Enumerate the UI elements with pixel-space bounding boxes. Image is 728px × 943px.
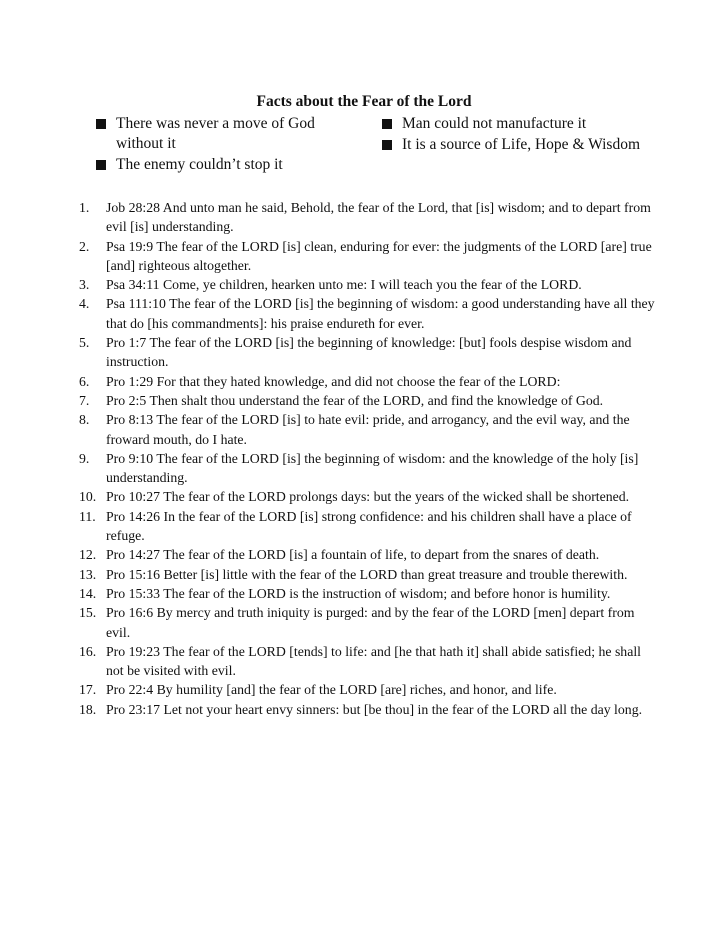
list-item	[79, 507, 659, 546]
item-text: Job 28:28 And unto man he said, Behold, the fear of the Lord, that [is] wisdom; and to depart from evil [is] understanding.	[106, 200, 651, 235]
list-item	[79, 198, 659, 237]
item-text: Pro 14:26 In the fear of the LORD [is] strong confidence: and his children shall have a place of refuge.	[106, 508, 632, 544]
item-number: 16.	[79, 643, 97, 659]
square-bullet-icon	[382, 119, 392, 129]
item-text: Pro 8:13 The fear of the LORD [is] to hate evil: pride, and arrogancy, and the evil way, and the froward mouth, do I hate.	[106, 412, 630, 447]
item-number: 1.	[79, 200, 90, 215]
item-number: 2.	[79, 238, 90, 254]
item-text: Psa 111:10 The fear of the LORD [is] the beginning of wisdom: a good understanding have all they that do [his commandments]: his praise endureth for ever.	[106, 296, 655, 331]
item-number: 11.	[79, 508, 96, 524]
list-item	[79, 237, 659, 276]
bullet-text: The enemy couldn’t stop it	[116, 156, 283, 173]
scripture-list	[79, 198, 659, 719]
item-text: Pro 1:29 For that they hated knowledge, and did not choose the fear of the LORD:	[106, 373, 561, 389]
bullet-item	[96, 114, 346, 154]
list-item	[79, 449, 659, 488]
list-item	[79, 642, 659, 681]
list-item	[79, 391, 659, 410]
list-item	[79, 333, 659, 372]
item-number: 9.	[79, 450, 90, 466]
item-number: 5.	[79, 335, 90, 351]
item-number: 18.	[79, 701, 97, 717]
list-item	[79, 294, 659, 333]
bullet-text: It is a source of Life, Hope & Wisdom	[402, 136, 640, 153]
item-number: 14.	[79, 585, 97, 601]
bullet-list-right	[382, 114, 652, 156]
list-item	[79, 700, 659, 719]
item-number: 17.	[79, 682, 97, 698]
item-number: 3.	[79, 277, 90, 293]
item-number: 13.	[79, 566, 97, 582]
list-item	[79, 565, 659, 584]
item-text: Pro 1:7 The fear of the LORD [is] the beginning of knowledge: [but] fools despise wisdom and instruction.	[106, 335, 632, 370]
item-text: Psa 19:9 The fear of the LORD [is] clean, enduring for ever: the judgments of the LORD [are] true [and] righteous altogether.	[106, 238, 652, 273]
bullet-item	[96, 155, 346, 175]
item-text: Pro 2:5 Then shalt thou understand the fear of the LORD, and find the knowledge of God.	[106, 392, 604, 408]
page-title: Facts about the Fear of the Lord	[256, 93, 472, 110]
item-text: Pro 16:6 By mercy and truth iniquity is purged: and by the fear of the LORD [men] depart from evil.	[106, 605, 635, 640]
square-bullet-icon	[96, 119, 106, 129]
square-bullet-icon	[96, 160, 106, 170]
bullet-item	[382, 135, 652, 155]
item-text: Pro 22:4 By humility [and] the fear of the LORD [are] riches, and honor, and life.	[106, 682, 557, 698]
list-item	[79, 584, 659, 603]
square-bullet-icon	[382, 140, 392, 150]
list-item	[79, 275, 659, 294]
item-number: 12.	[79, 547, 97, 563]
item-text: Pro 19:23 The fear of the LORD [tends] to life: and [he that hath it] shall abide satisfied; he shall not be visited with evil.	[106, 643, 641, 679]
item-text: Pro 23:17 Let not your heart envy sinners: but [be thou] in the fear of the LORD all the day long.	[106, 701, 643, 717]
item-number: 7.	[79, 392, 90, 408]
list-item	[79, 410, 659, 449]
item-text: Pro 9:10 The fear of the LORD [is] the beginning of wisdom: and the knowledge of the holy [is] understanding.	[106, 450, 639, 486]
list-item	[79, 603, 659, 642]
list-item	[79, 372, 659, 391]
item-number: 4.	[79, 296, 90, 312]
bullet-text: Man could not manufacture it	[402, 115, 587, 132]
item-number: 8.	[79, 412, 90, 428]
item-number: 6.	[79, 373, 90, 389]
bullet-item	[382, 114, 652, 134]
bullet-list-left	[96, 114, 346, 176]
item-text: Pro 14:27 The fear of the LORD [is] a fountain of life, to depart from the snares of death.	[106, 547, 600, 563]
list-item	[79, 680, 659, 699]
item-text: Psa 34:11 Come, ye children, hearken unto me: I will teach you the fear of the LORD.	[106, 277, 582, 293]
item-text: Pro 10:27 The fear of the LORD prolongs days: but the years of the wicked shall be shortened.	[106, 489, 630, 505]
item-text: Pro 15:16 Better [is] little with the fear of the LORD than great treasure and trouble therewith.	[106, 566, 628, 582]
list-item	[79, 487, 659, 506]
bullet-text: There was never a move of God without it	[116, 115, 315, 152]
item-text: Pro 15:33 The fear of the LORD is the instruction of wisdom; and before honor is humility.	[106, 585, 611, 601]
list-item	[79, 545, 659, 564]
item-number: 10.	[79, 489, 97, 505]
item-number: 15.	[79, 605, 97, 621]
